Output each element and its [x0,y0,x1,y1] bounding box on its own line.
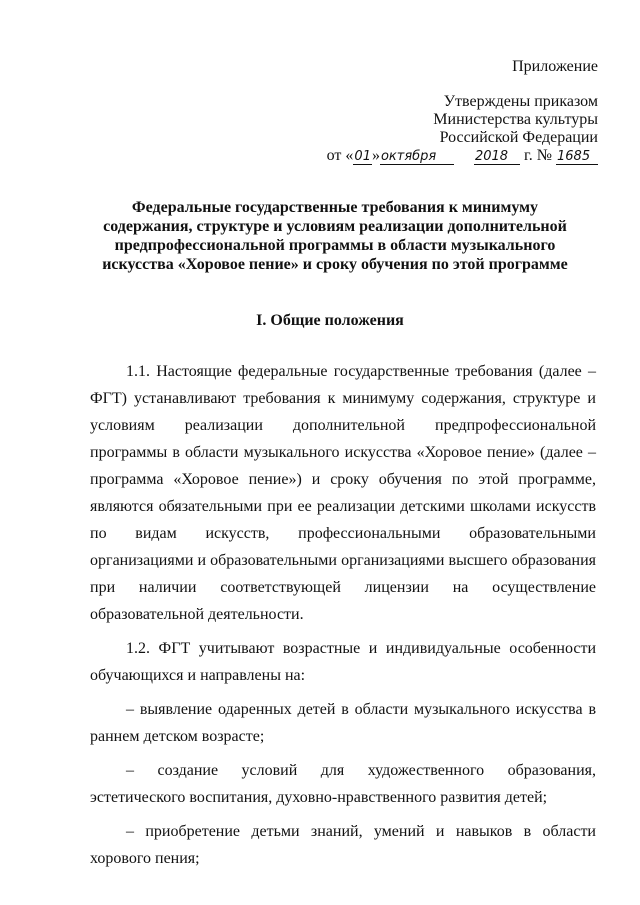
list-item: – выявление одаренных детей в области музыкального искусства в раннем детском возрасте; [90,701,596,745]
order-year-suffix: г. № [523,147,552,164]
order-number: 1685 [556,150,598,165]
document-body [90,358,596,872]
document-title: Федеральные государственные требования к минимуму содержания, структуре и условиям реализации дополнительной предпрофессиональной программы в области музыкального искусства «Хоровое пение» и сроку обучения по этой программе [102,199,568,273]
paragraph: 1.1. Настоящие федеральные государственные требования (далее – ФГТ) устанавливают требования к минимуму содержания, структуре и условиям реализации дополнительной предпрофессиональной программы в области музыкального искусства «Хоровое пение» (далее – программа «Хоровое пение») и сроку обучения по этой программе, являются обязательными при ее реализации детскими школами искусств по видам искусств, профессиональными образовательными организациями и образовательными организациями высшего образования при наличии соответствующей лицензии на осуществление образовательной деятельности. [90,363,596,623]
approval-line: Утверждены приказом [443,93,598,110]
appendix-label: Приложение [512,58,598,75]
order-prefix: от « [326,147,354,164]
order-month: октября [380,150,454,165]
section-heading: I. Общие положения [256,312,404,329]
approval-line: Российской Федерации [439,129,598,146]
order-day: 01 [354,149,371,164]
order-date-number [327,147,598,165]
approval-block [433,93,598,147]
approval-line: Министерства культуры [433,111,598,128]
paragraph: 1.2. ФГТ учитывают возрастные и индивидуальные особенности обучающихся и направлены на: [90,640,596,684]
order-quote-close: » [371,147,380,164]
list-item: – приобретение детьми знаний, умений и навыков в области хорового пения; [90,823,596,867]
order-year: 2018 [474,150,520,165]
list-item: – создание условий для художественного образования, эстетического воспитания, духовно-нравственного развития детей; [90,762,596,806]
